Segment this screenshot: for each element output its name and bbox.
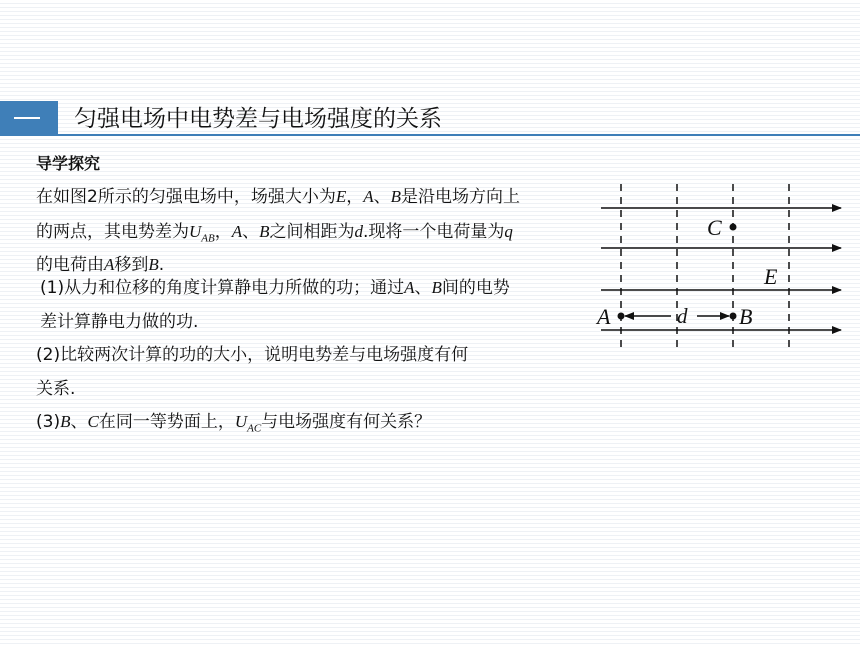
question-3: (3)B、C在同一等势面上，$U_{AC}$与电场强度有何关系？ <box>36 412 432 435</box>
electric-field-diagram <box>593 180 848 352</box>
section-number <box>14 117 40 119</box>
label-c: C <box>707 215 722 240</box>
paragraph-line-2: 的两点，其电势差为$U_{AB}$，A、B之间相距为d.现将一个电荷量为q <box>36 222 513 245</box>
point-c-dot <box>730 224 737 231</box>
question-1-line-1: (1)从力和位移的角度计算静电力所做的功；通过A、B间的电势 <box>40 278 510 298</box>
section-header <box>0 101 860 136</box>
point-a-dot <box>618 313 625 320</box>
question-2-line-1: (2)比较两次计算的功的大小，说明电势差与电场强度有何 <box>36 345 469 365</box>
label-e: E <box>764 264 778 289</box>
point-b-dot <box>730 313 737 320</box>
paragraph-line-1: 在如图2所示的匀强电场中，场强大小为E，A、B是沿电场方向上 <box>36 187 520 207</box>
sub-heading: 导学探究 <box>36 154 101 173</box>
header-underline <box>0 134 860 136</box>
label-a: A <box>597 304 611 329</box>
section-title: 匀强电场中电势差与电场强度的关系 <box>74 106 442 132</box>
paragraph-line-3: 的电荷由A移到B. <box>36 255 165 275</box>
question-1-line-2: 差计算静电力做的功. <box>40 312 199 332</box>
question-2-line-2: 关系. <box>36 379 76 399</box>
label-b: B <box>739 304 753 329</box>
label-d: d <box>677 304 688 328</box>
section-number-tab <box>0 101 58 134</box>
